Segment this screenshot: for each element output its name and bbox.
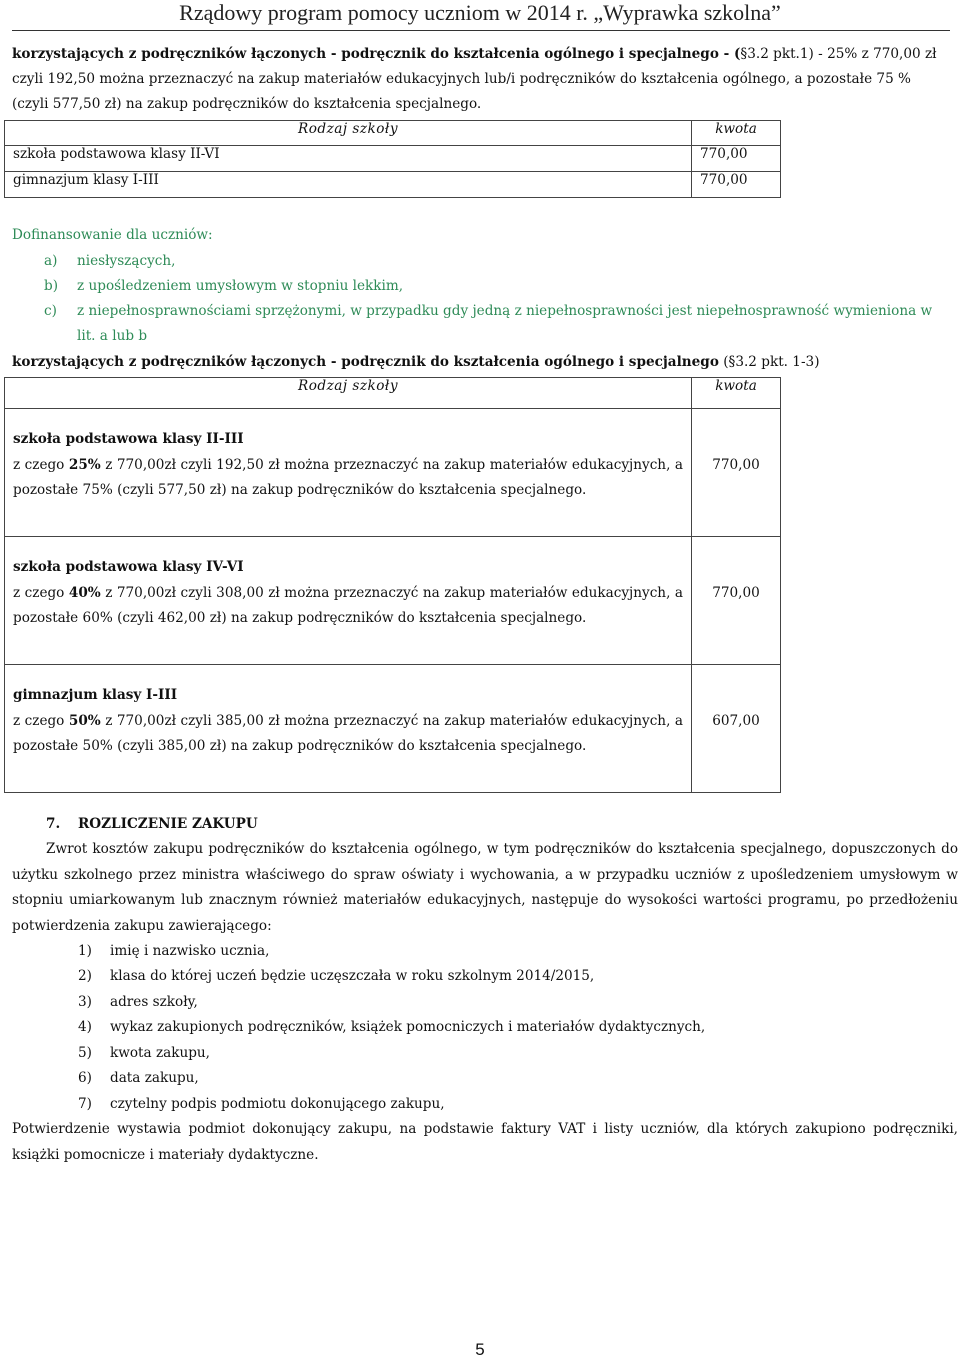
list-marker: a) bbox=[44, 253, 58, 269]
section-title: ROZLICZENIE ZAKUPU bbox=[78, 816, 258, 832]
column-header-amount: kwota bbox=[692, 378, 781, 409]
funding-title: Dofinansowanie dla uczniów: bbox=[12, 227, 213, 243]
list-item: z niepełnosprawnościami sprzężonymi, w przypadku gdy jedną z niepełnosprawności jest niepełnosprawność wymieniona w bbox=[77, 303, 933, 319]
column-header-type: Rodzaj szkoły bbox=[5, 121, 692, 146]
amount-table-2 bbox=[4, 377, 781, 793]
school-type-description bbox=[13, 709, 683, 760]
school-type-title: szkoła podstawowa klasy IV-VI bbox=[13, 559, 244, 575]
list-item: kwota zakupu, bbox=[110, 1045, 210, 1061]
desc-text: z 770,00zł czyli 385,00 zł można przeznaczyć na zakup materiałów edukacyjnych, a pozostałe 50% (czyli 385,00 zł) na zakup podręczników do kształcenia specjalnego. bbox=[13, 712, 683, 754]
table-row bbox=[5, 537, 781, 665]
list-marker: 7) bbox=[78, 1096, 92, 1112]
list-item: klasa do której uczeń będzie uczęszczała w roku szkolnym 2014/2015, bbox=[110, 968, 595, 984]
amount-cell: 770,00 bbox=[692, 146, 781, 172]
list-item: niesłyszących, bbox=[77, 253, 176, 269]
page-number: 5 bbox=[475, 1340, 485, 1359]
list-marker: 5) bbox=[78, 1045, 92, 1061]
percent-value: 25% bbox=[68, 456, 101, 473]
intro-ref-text: §3.2 pkt.1) - 25% z 770,00 zł bbox=[740, 46, 937, 62]
list-marker: 3) bbox=[78, 994, 92, 1010]
desc-text: z 770,00zł czyli 192,50 zł można przeznaczyć na zakup materiałów edukacyjnych, a pozostałe 75% (czyli 577,50 zł) na zakup podręczników do kształcenia specjalnego. bbox=[13, 456, 683, 498]
school-type-cell: szkoła podstawowa klasy II-VI bbox=[5, 146, 692, 172]
percent-value: 50% bbox=[68, 712, 101, 729]
list-item: adres szkoły, bbox=[110, 994, 198, 1010]
school-type-cell: gimnazjum klasy I-III bbox=[5, 172, 692, 198]
intro-line-1 bbox=[12, 42, 958, 68]
desc-prefix: z czego bbox=[13, 712, 69, 729]
desc-prefix: z czego bbox=[13, 456, 69, 473]
amount-cell: 607,00 bbox=[692, 665, 781, 793]
column-header-amount: kwota bbox=[692, 121, 781, 146]
list-marker: 2) bbox=[78, 968, 92, 984]
column-header-type: Rodzaj szkoły bbox=[5, 378, 692, 409]
school-type-title: gimnazjum klasy I-III bbox=[13, 687, 178, 703]
table-header-row bbox=[5, 378, 781, 409]
list-item: data zakupu, bbox=[110, 1070, 199, 1086]
intro-bold-text: korzystających z podręczników łączonych - podręcznik do kształcenia ogólnego i specjalnego - ( bbox=[12, 46, 741, 62]
header-divider bbox=[12, 30, 950, 31]
list-marker: 4) bbox=[78, 1019, 92, 1035]
amount-cell: 770,00 bbox=[692, 409, 781, 537]
school-type-cell bbox=[5, 409, 692, 537]
list-marker: 1) bbox=[78, 943, 92, 959]
table-header-row bbox=[5, 121, 781, 146]
table-row bbox=[5, 172, 781, 198]
list-item: czytelny podpis podmiotu dokonującego zakupu, bbox=[110, 1096, 445, 1112]
section-paragraph: Zwrot kosztów zakupu podręczników do kształcenia ogólnego, w tym podręczników do kształcenia specjalnego, dopuszczonych do użytku szkolnego przez ministra właściwego do spraw oświaty i wychowania, a w przypadku uczniów z upośledzeniem umysłowym w stopniu umiarkowanym lub znacznym również materiałów edukacyjnych, następuje do wysokości wartości programu, po przedłożeniu potwierdzenia zakupu zawierającego: bbox=[12, 841, 958, 934]
desc-text: z 770,00zł czyli 308,00 zł można przeznaczyć na zakup materiałów edukacyjnych, a pozostałe 60% (czyli 462,00 zł) na zakup podręczników do kształcenia specjalnego. bbox=[13, 584, 683, 626]
school-type-cell bbox=[5, 665, 692, 793]
funding-ref-text: (§3.2 pkt. 1-3) bbox=[723, 354, 820, 370]
amount-cell: 770,00 bbox=[692, 172, 781, 198]
list-item: imię i nazwisko ucznia, bbox=[110, 943, 270, 959]
school-type-title: szkoła podstawowa klasy II-III bbox=[13, 431, 244, 447]
list-marker: b) bbox=[44, 278, 59, 294]
percent-value: 40% bbox=[68, 584, 101, 601]
intro-line-3: (czyli 577,50 zł) na zakup podręczników do kształcenia specjalnego. bbox=[12, 96, 482, 112]
table-row bbox=[5, 146, 781, 172]
funding-bold-line bbox=[12, 350, 958, 376]
intro-line-2: czyli 192,50 można przeznaczyć na zakup materiałów edukacyjnych lub/i podręczników do kształcenia ogólnego, a pozostałe 75 % bbox=[12, 71, 911, 87]
school-type-description bbox=[13, 581, 683, 632]
section-number: 7. bbox=[46, 816, 61, 832]
table-row bbox=[5, 409, 781, 537]
list-item-continuation: lit. a lub b bbox=[77, 328, 148, 344]
school-type-cell bbox=[5, 537, 692, 665]
amount-cell: 770,00 bbox=[692, 537, 781, 665]
list-marker: c) bbox=[44, 303, 57, 319]
page-header-title: Rządowy program pomocy uczniom w 2014 r. „Wyprawka szkolna” bbox=[179, 0, 781, 25]
desc-prefix: z czego bbox=[13, 584, 69, 601]
amount-table-1 bbox=[4, 120, 781, 198]
list-item: wykaz zakupionych podręczników, książek pomocniczych i materiałów dydaktycznych, bbox=[110, 1019, 706, 1035]
closing-paragraph: Potwierdzenie wystawia podmiot dokonujący zakupu, na podstawie faktury VAT i listy uczniów, dla których zakupiono podręczniki, książki pomocnicze i materiały dydaktyczne. bbox=[12, 1121, 958, 1163]
list-item: z upośledzeniem umysłowym w stopniu lekkim, bbox=[77, 278, 404, 294]
table-row bbox=[5, 665, 781, 793]
school-type-description bbox=[13, 453, 683, 504]
funding-bold-text: korzystających z podręczników łączonych - podręcznik do kształcenia ogólnego i specjalnego bbox=[12, 354, 719, 370]
list-marker: 6) bbox=[78, 1070, 92, 1086]
